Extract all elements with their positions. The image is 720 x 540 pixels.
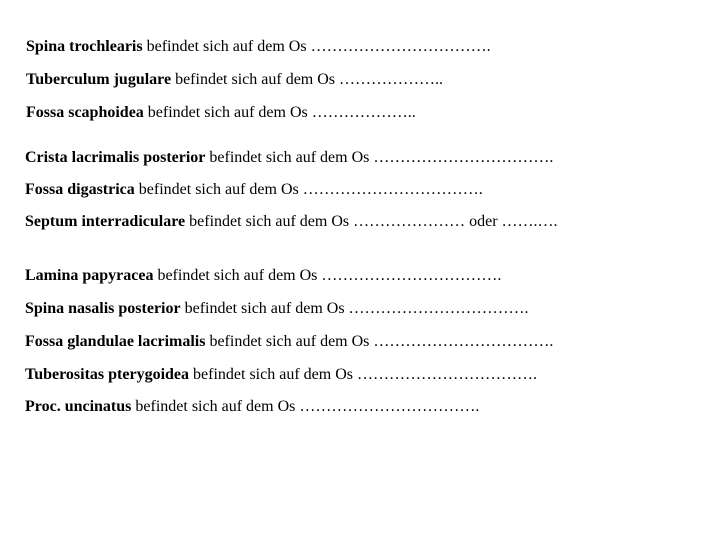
question-text: befindet sich auf dem Os ……………………………. (180, 300, 529, 317)
list-item-tuberositas-pterygoidea (25, 365, 537, 385)
question-text: befindet sich auf dem Os ……………………………. (205, 149, 554, 166)
question-text: befindet sich auf dem Os ……………….. (143, 104, 416, 121)
list-item-lamina-papyracea (25, 266, 501, 286)
list-item-fossa-scaphoidea (26, 103, 416, 123)
list-item-spina-nasalis-posterior (25, 299, 529, 319)
question-text: befindet sich auf dem Os ………………… oder …….…. (185, 213, 558, 230)
anatomical-term: Fossa scaphoidea (26, 104, 144, 121)
question-text: befindet sich auf dem Os ……………………………. (131, 398, 480, 415)
list-item-septum-interradiculare (25, 212, 558, 232)
list-item-fossa-glandulae-lacrimalis (25, 332, 553, 352)
list-item-proc-uncinatus (25, 397, 479, 417)
list-item-tuberculum-jugulare (26, 70, 443, 90)
anatomical-term: Septum interradiculare (25, 213, 186, 230)
list-item-fossa-digastrica (25, 180, 483, 200)
anatomical-term: Tuberositas pterygoidea (25, 366, 190, 383)
question-text: befindet sich auf dem Os ……………….. (171, 71, 444, 88)
anatomical-term: Tuberculum jugulare (26, 71, 172, 88)
question-text: befindet sich auf dem Os ……………………………. (205, 333, 554, 350)
question-text: befindet sich auf dem Os ……………………………. (153, 267, 502, 284)
anatomical-term: Fossa digastrica (25, 181, 135, 198)
anatomical-term: Proc. uncinatus (25, 398, 132, 415)
question-text: befindet sich auf dem Os ……………………………. (189, 366, 537, 383)
list-item-spina-trochlearis (26, 37, 491, 57)
list-item-crista-lacrimalis-posterior (25, 148, 553, 168)
question-text: befindet sich auf dem Os ……………………………. (134, 181, 483, 198)
anatomical-term: Fossa glandulae lacrimalis (25, 333, 206, 350)
anatomical-term: Lamina papyracea (25, 267, 154, 284)
question-text: befindet sich auf dem Os ……………………………. (142, 38, 491, 55)
anatomical-term: Spina nasalis posterior (25, 300, 181, 317)
anatomical-term: Spina trochlearis (26, 38, 143, 55)
anatomical-term: Crista lacrimalis posterior (25, 149, 206, 166)
